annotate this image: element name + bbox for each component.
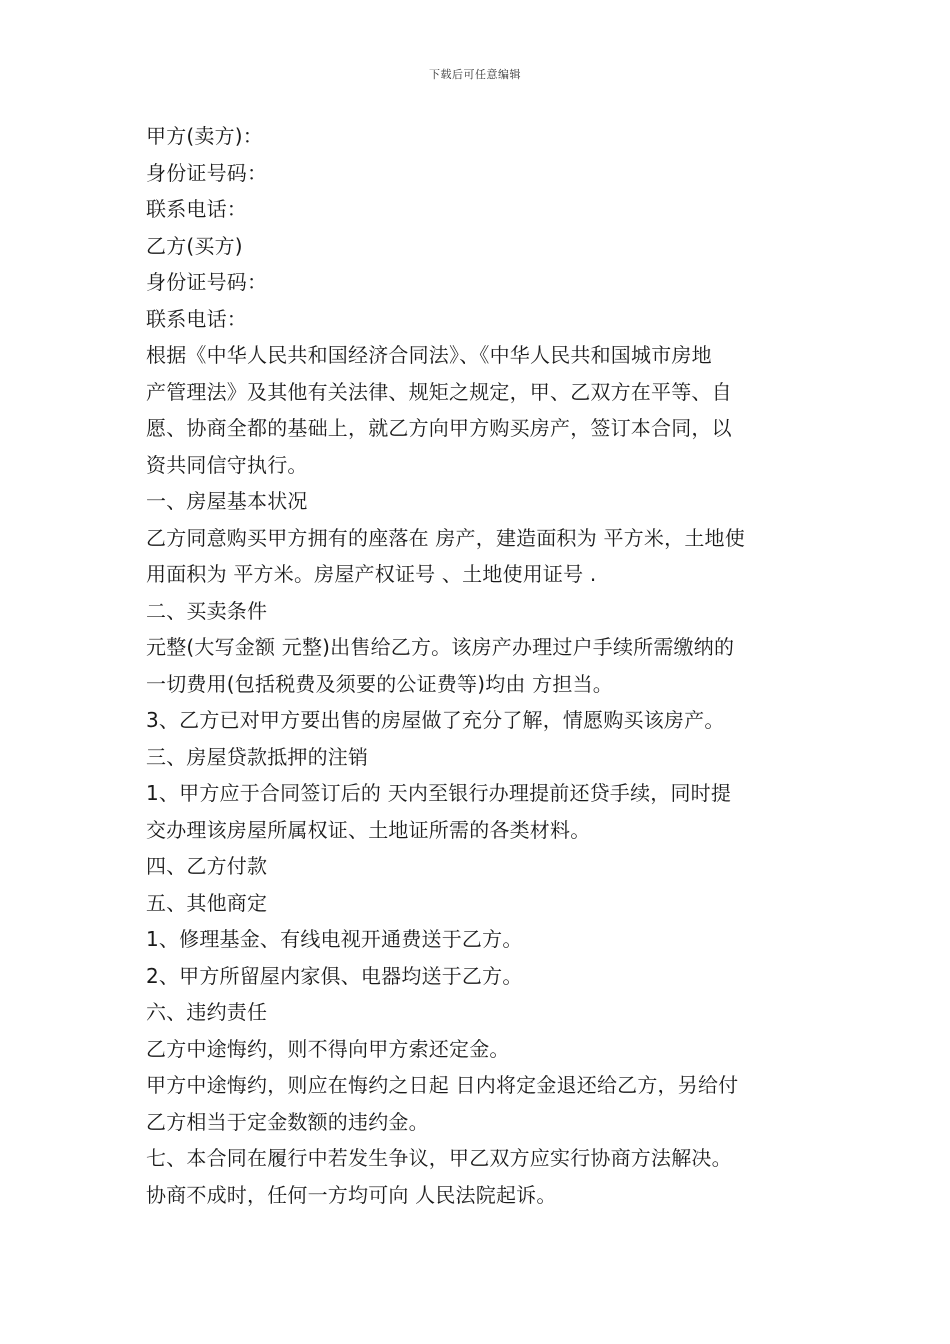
text-line: 用面积为 平方米。房屋产权证号 、土地使用证号 . [146, 562, 597, 586]
text-line: 资共同信守执行。 [146, 452, 308, 477]
section-heading: 五、其他商定 [146, 890, 268, 915]
text-line: 愿、协商全都的基础上，就乙方向甲方购买房产，签订本合同，以 [146, 416, 732, 440]
header-note: 下载后可任意编辑 [429, 68, 521, 81]
text-line: 甲方(卖方)： [146, 124, 264, 148]
section-heading: 三、房屋贷款抵押的注销 [146, 744, 369, 769]
text-line: 2、甲方所留屋内家俱、电器均送于乙方。 [146, 963, 523, 988]
text-line: 3、乙方已对甲方要出售的房屋做了充分了解，情愿购买该房产。 [146, 708, 725, 732]
text-line: 根据《中华人民共和国经济合同法》、《中华人民共和国城市房地 [146, 343, 712, 367]
text-line: 乙方相当于定金数额的违约金。 [146, 1109, 429, 1134]
section-heading: 二、买卖条件 [146, 598, 268, 623]
text-line: 1、修理基金、有线电视开通费送于乙方。 [146, 927, 523, 951]
text-line: 乙方同意购买甲方拥有的座落在 房产，建造面积为 平方米，土地使 [146, 525, 745, 550]
section-heading: 四、乙方付款 [146, 854, 268, 878]
text-line: 产管理法》及其他有关法律、规矩之规定，甲、乙双方在平等、自 [146, 379, 732, 404]
text-line: 乙方(买方) [146, 233, 243, 258]
text-line: 一切费用(包括税费及须要的公证费等)均由 方担当。 [146, 671, 613, 696]
section-heading: 六、违约责任 [146, 1000, 268, 1024]
contract-body [146, 118, 816, 1213]
text-line: 七、本合同在履行中若发生争议，甲乙双方应实行协商方法解决。 [146, 1146, 732, 1170]
text-line: 身份证号码： [146, 270, 268, 294]
section-heading: 一、房屋基本状况 [146, 489, 308, 513]
text-line: 联系电话： [146, 306, 247, 331]
text-line: 甲方中途悔约，则应在悔约之日起 日内将定金退还给乙方，另给付 [146, 1073, 739, 1097]
text-line: 联系电话： [146, 197, 247, 221]
text-line: 协商不成时，任何一方均可向 人民法院起诉。 [146, 1182, 557, 1207]
text-line: 乙方中途悔约，则不得向甲方索还定金。 [146, 1036, 510, 1061]
text-line: 元整(大写金额 元整)出售给乙方。该房产办理过户手续所需缴纳的 [146, 635, 735, 659]
text-line: 1、甲方应于合同签订后的 天内至银行办理提前还贷手续，同时提 [146, 781, 732, 805]
text-line: 身份证号码： [146, 160, 268, 185]
text-line: 交办理该房屋所属权证、土地证所需的各类材料。 [146, 817, 591, 842]
